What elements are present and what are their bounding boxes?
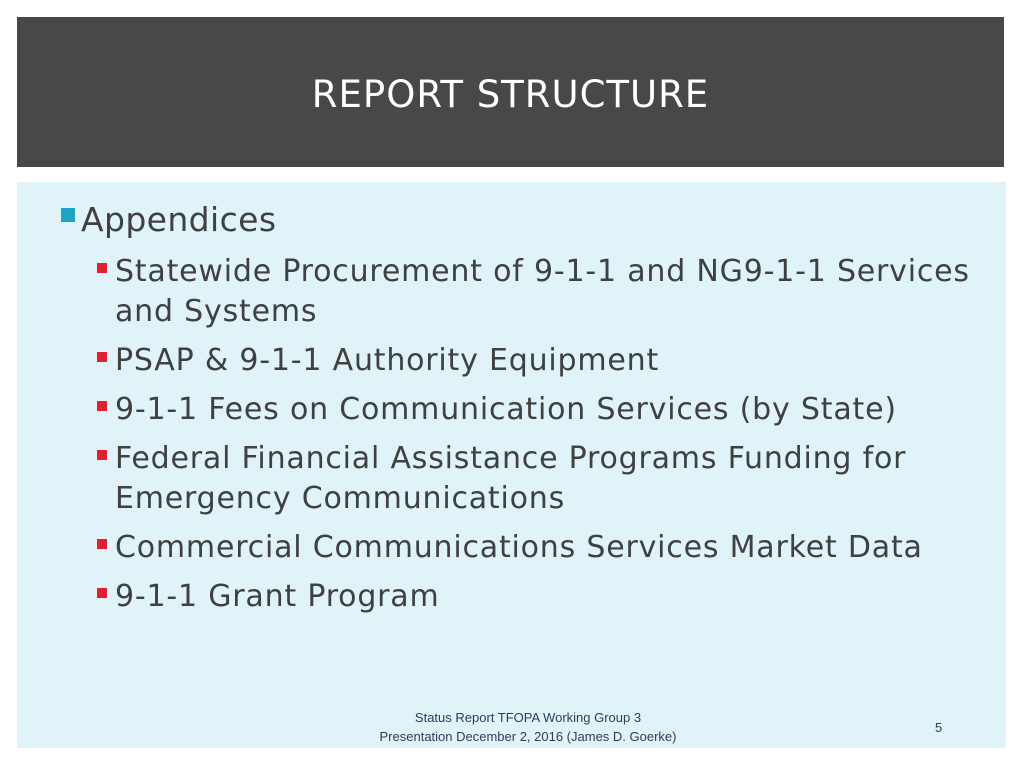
slide-title: REPORT STRUCTURE bbox=[311, 72, 710, 116]
list-item-text: 9-1-1 Fees on Communication Services (by State) bbox=[115, 392, 897, 427]
list-item-text: 9-1-1 Grant Program bbox=[115, 579, 440, 614]
slide-footer bbox=[347, 708, 709, 746]
square-bullet-icon bbox=[61, 208, 75, 222]
section-heading-row bbox=[61, 200, 276, 239]
square-bullet-icon bbox=[97, 401, 107, 411]
list-item-text: Federal Financial Assistance Programs Funding for Emergency Communications bbox=[115, 441, 907, 516]
square-bullet-icon bbox=[97, 588, 107, 598]
list-item bbox=[97, 252, 987, 332]
list-item bbox=[97, 528, 987, 568]
list-item bbox=[97, 341, 987, 381]
square-bullet-icon bbox=[97, 450, 107, 460]
footer-line-1: Status Report TFOPA Working Group 3 bbox=[414, 710, 642, 725]
page-number: 5 bbox=[935, 720, 943, 735]
footer-line-2: Presentation December 2, 2016 (James D. Goerke) bbox=[379, 729, 677, 744]
appendix-list bbox=[97, 252, 987, 626]
list-item-text: Statewide Procurement of 9-1-1 and NG9-1-1 Services and Systems bbox=[115, 254, 970, 329]
content-panel bbox=[17, 182, 1006, 748]
list-item bbox=[97, 439, 987, 519]
list-item-text: Commercial Communications Services Market Data bbox=[115, 530, 923, 565]
list-item bbox=[97, 577, 987, 617]
list-item bbox=[97, 390, 987, 430]
title-band bbox=[17, 17, 1004, 167]
square-bullet-icon bbox=[97, 352, 107, 362]
square-bullet-icon bbox=[97, 539, 107, 549]
list-item-text: PSAP & 9-1-1 Authority Equipment bbox=[115, 343, 660, 378]
section-heading: Appendices bbox=[81, 200, 277, 239]
square-bullet-icon bbox=[97, 263, 107, 273]
